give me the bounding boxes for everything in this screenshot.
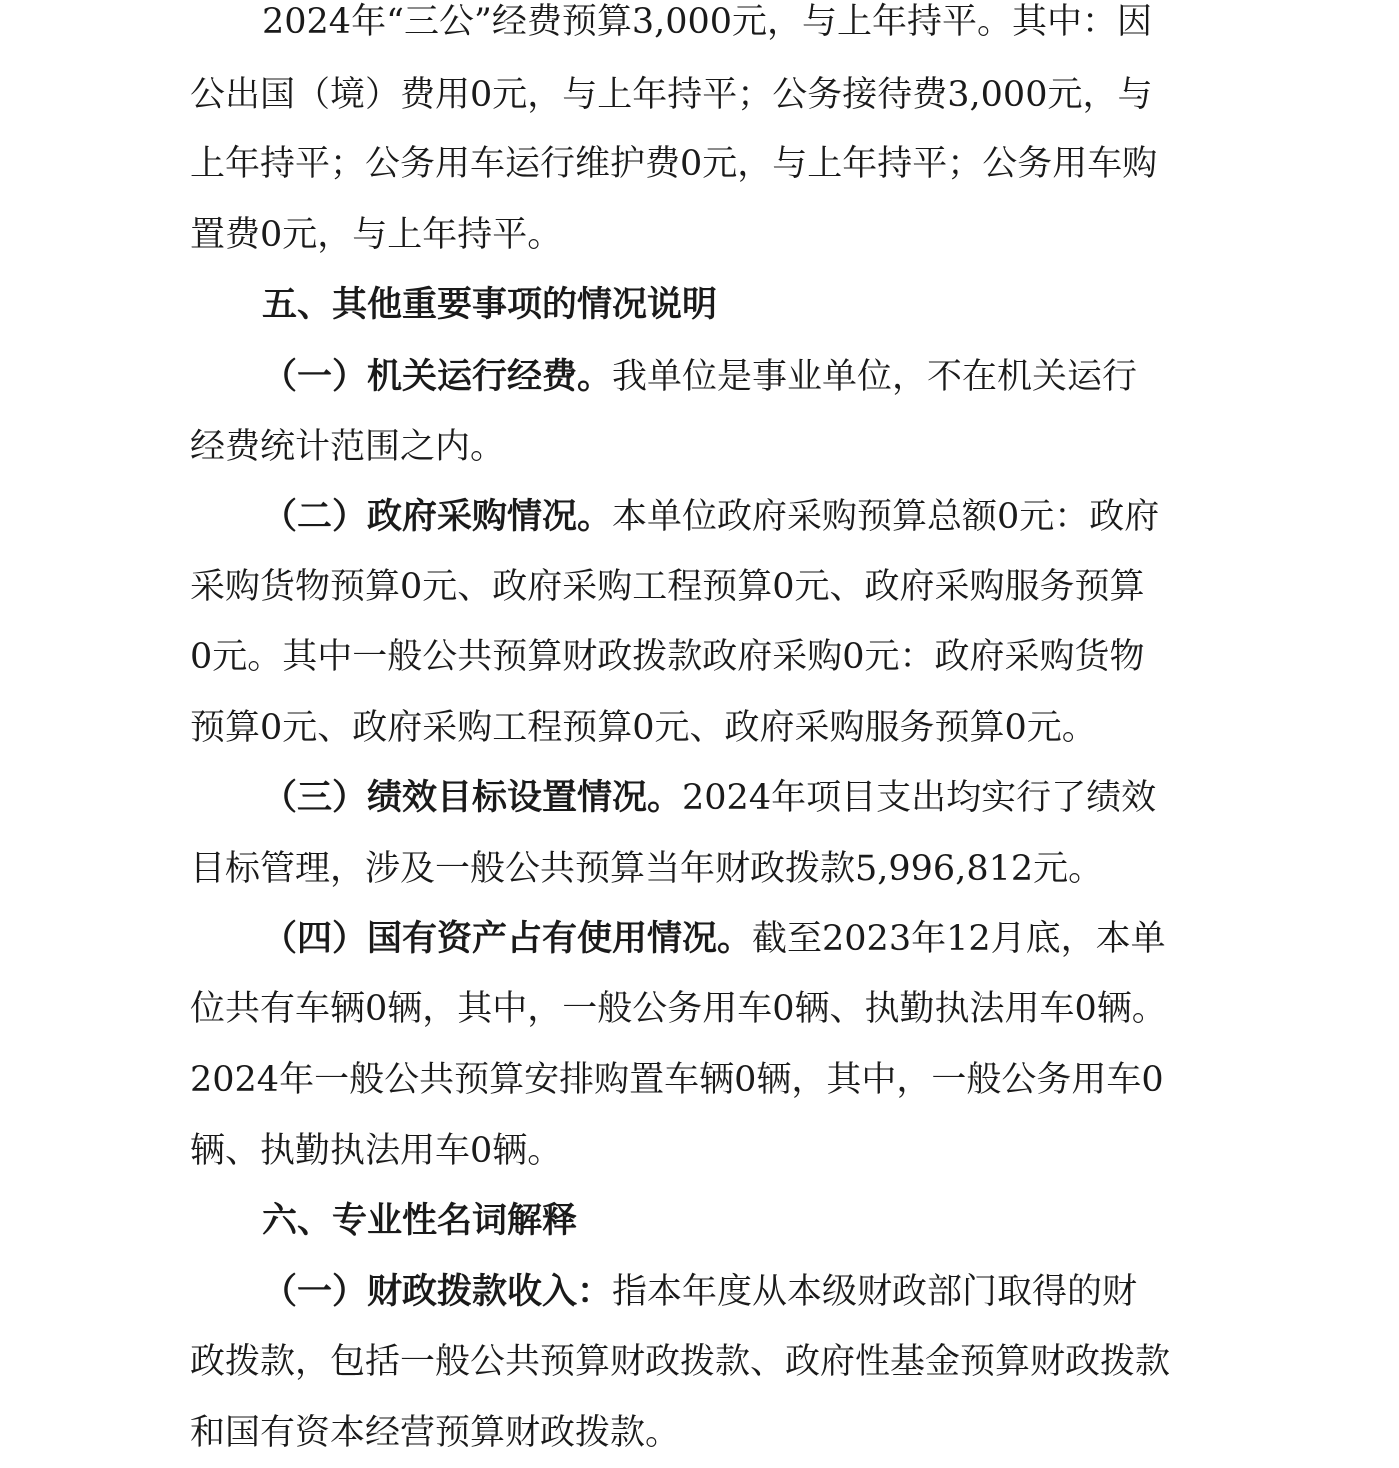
paragraph-line [0, 129, 1399, 199]
line-text: 经费统计范围之内。 [190, 427, 506, 467]
paragraph-line [0, 763, 1399, 833]
line-text: 2024年一般公共预算安排购置车辆0辆，其中，一般公务用车0 [190, 1060, 1164, 1100]
line-text: 截至2023年12月底，本单 [752, 919, 1166, 959]
paragraph-line [0, 1116, 1399, 1186]
line-text: 0元。其中一般公共预算财政拨款政府采购0元：政府采购货物 [190, 637, 1145, 677]
line-text: 公出国（境）费用0元，与上年持平；公务接待费3,000元，与 [190, 75, 1153, 115]
line-text: 2024年“三公”经费预算3,000元，与上年持平。其中：因 [262, 2, 1153, 42]
paragraph-line [0, 1327, 1399, 1397]
heading-text: 五、其他重要事项的情况说明 [262, 285, 718, 325]
line-text: 本单位政府采购预算总额0元：政府 [612, 497, 1160, 537]
line-text: 政拨款，包括一般公共预算财政拨款、政府性基金预算财政拨款 [190, 1342, 1171, 1382]
line-text: 置费0元，与上年持平。 [190, 215, 563, 255]
subsection-title: （三）绩效目标设置情况。 [262, 777, 683, 818]
paragraph-line [0, 482, 1399, 552]
paragraph-line [0, 412, 1399, 482]
line-text: 位共有车辆0辆，其中，一般公务用车0辆、执勤执法用车0辆。 [190, 989, 1167, 1029]
paragraph-line [0, 1045, 1399, 1115]
line-text: 辆、执勤执法用车0辆。 [190, 1131, 563, 1171]
paragraph-line [0, 622, 1399, 692]
subsection-title: （四）国有资产占有使用情况。 [262, 918, 753, 959]
paragraph-line [0, 552, 1399, 622]
heading-text: 六、专业性名词解释 [262, 1201, 578, 1241]
line-text: 我单位是事业单位，不在机关运行 [612, 357, 1138, 397]
line-text: 目标管理，涉及一般公共预算当年财政拨款5,996,812元。 [190, 849, 1104, 889]
line-text: 采购货物预算0元、政府采购工程预算0元、政府采购服务预算 [190, 567, 1145, 607]
line-text: 2024年项目支出均实行了绩效 [682, 778, 1157, 818]
paragraph-line [0, 200, 1399, 270]
paragraph-line [0, 0, 1399, 57]
paragraph-line [0, 342, 1399, 412]
subsection-title: （二）政府采购情况。 [262, 496, 613, 537]
subsection-title: （一）财政拨款收入： [262, 1271, 613, 1312]
paragraph-line [0, 904, 1399, 974]
section-heading [0, 270, 1399, 340]
paragraph-line [0, 693, 1399, 763]
paragraph-line [0, 834, 1399, 904]
line-text: 指本年度从本级财政部门取得的财 [612, 1272, 1138, 1312]
line-text: 预算0元、政府采购工程预算0元、政府采购服务预算0元。 [190, 708, 1097, 748]
paragraph-line [0, 974, 1399, 1044]
paragraph-line [0, 1257, 1399, 1327]
line-text: 和国有资本经营预算财政拨款。 [190, 1413, 681, 1453]
section-heading [0, 1186, 1399, 1256]
line-text: 上年持平；公务用车运行维护费0元，与上年持平；公务用车购 [190, 144, 1158, 184]
subsection-title: （一）机关运行经费。 [262, 356, 613, 397]
paragraph-line [0, 60, 1399, 130]
paragraph-line [0, 1398, 1399, 1468]
